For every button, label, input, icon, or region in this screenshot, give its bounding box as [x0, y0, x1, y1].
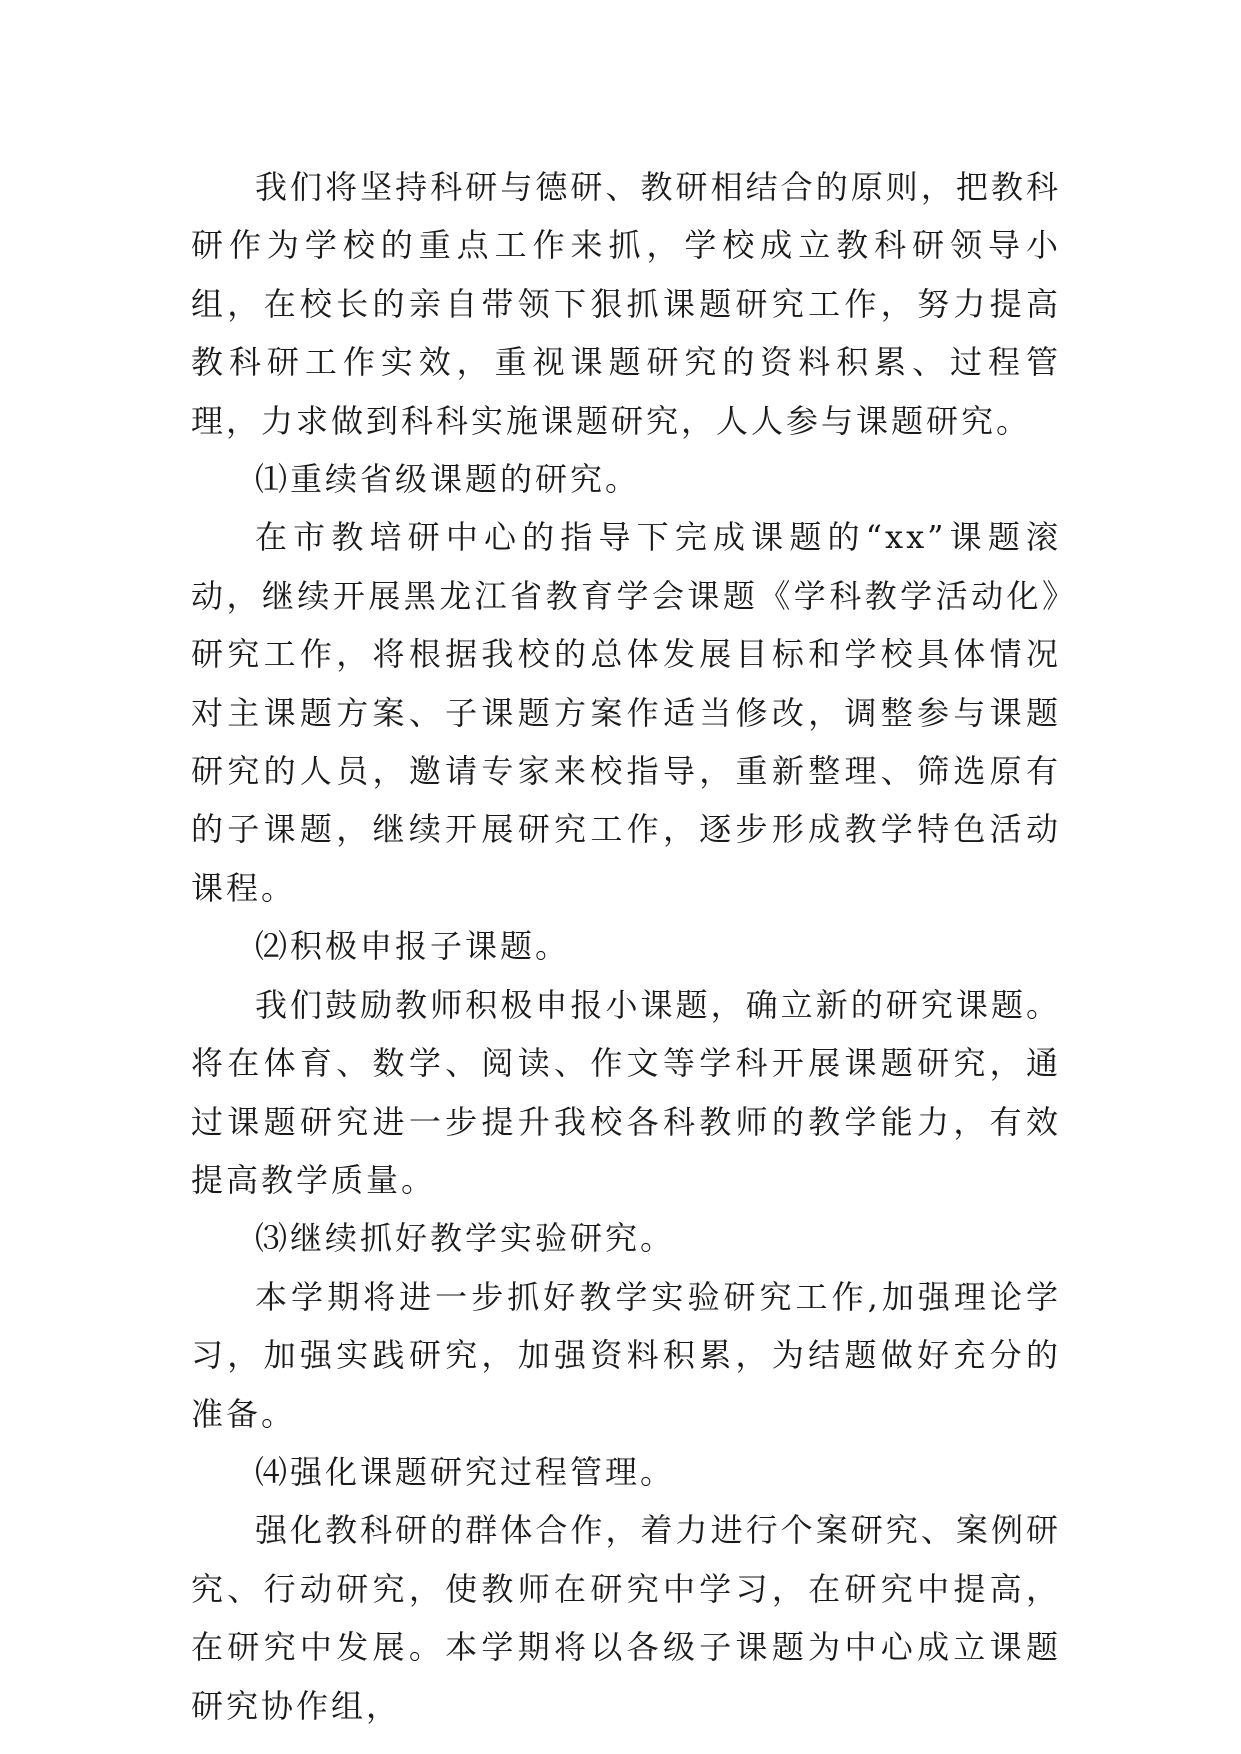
heading-sub-projects: ⑵积极申报子课题。 [255, 927, 571, 966]
heading-process-management: ⑷强化课题研究过程管理。 [255, 1452, 676, 1491]
paragraph-sub-projects: 我们鼓励教师积极申报小课题，确立新的研究课题。将在体育、数学、阅读、作文等学科开展课题研究，通过课题研究进一步提升我校各科教师的教学能力，有效提高教学质量。 [191, 985, 1061, 1199]
paragraph-research-principle: 我们将坚持科研与德研、教研相结合的原则，把教科研作为学校的重点工作来抓，学校成立教科研领导小组，在校长的亲自带领下狠抓课题研究工作，努力提高教科研工作实效，重视课题研究的资料积累、过程管理，力求做到科科实施课题研究，人人参与课题研究。 [191, 168, 1061, 440]
paragraph-provincial-project: 在市教培研中心的指导下完成课题的“xx”课题滚动，继续开展黑龙江省教育学会课题《学科教学活动化》研究工作，将根据我校的总体发展目标和学校具体情况对主课题方案、子课题方案作适当修改，调整参与课题研究的人员，邀请专家来校指导，重新整理、筛选原有的子课题，继续开展研究工作，逐步形成教学特色活动课程。 [191, 518, 1061, 907]
heading-teaching-experiment: ⑶继续抓好教学实验研究。 [255, 1219, 676, 1258]
heading-provincial-project: ⑴重续省级课题的研究。 [255, 460, 641, 499]
paragraph-process-management: 强化教科研的群体合作，着力进行个案研究、案例研究、行动研究，使教师在研究中学习，在研究中提高，在研究中发展。本学期将以各级子课题为中心成立课题研究协作组， [191, 1511, 1061, 1725]
paragraph-teaching-experiment: 本学期将进一步抓好教学实验研究工作,加强理论学习，加强实践研究，加强资料积累，为结题做好充分的准备。 [191, 1277, 1061, 1433]
document-body [191, 158, 1061, 1735]
